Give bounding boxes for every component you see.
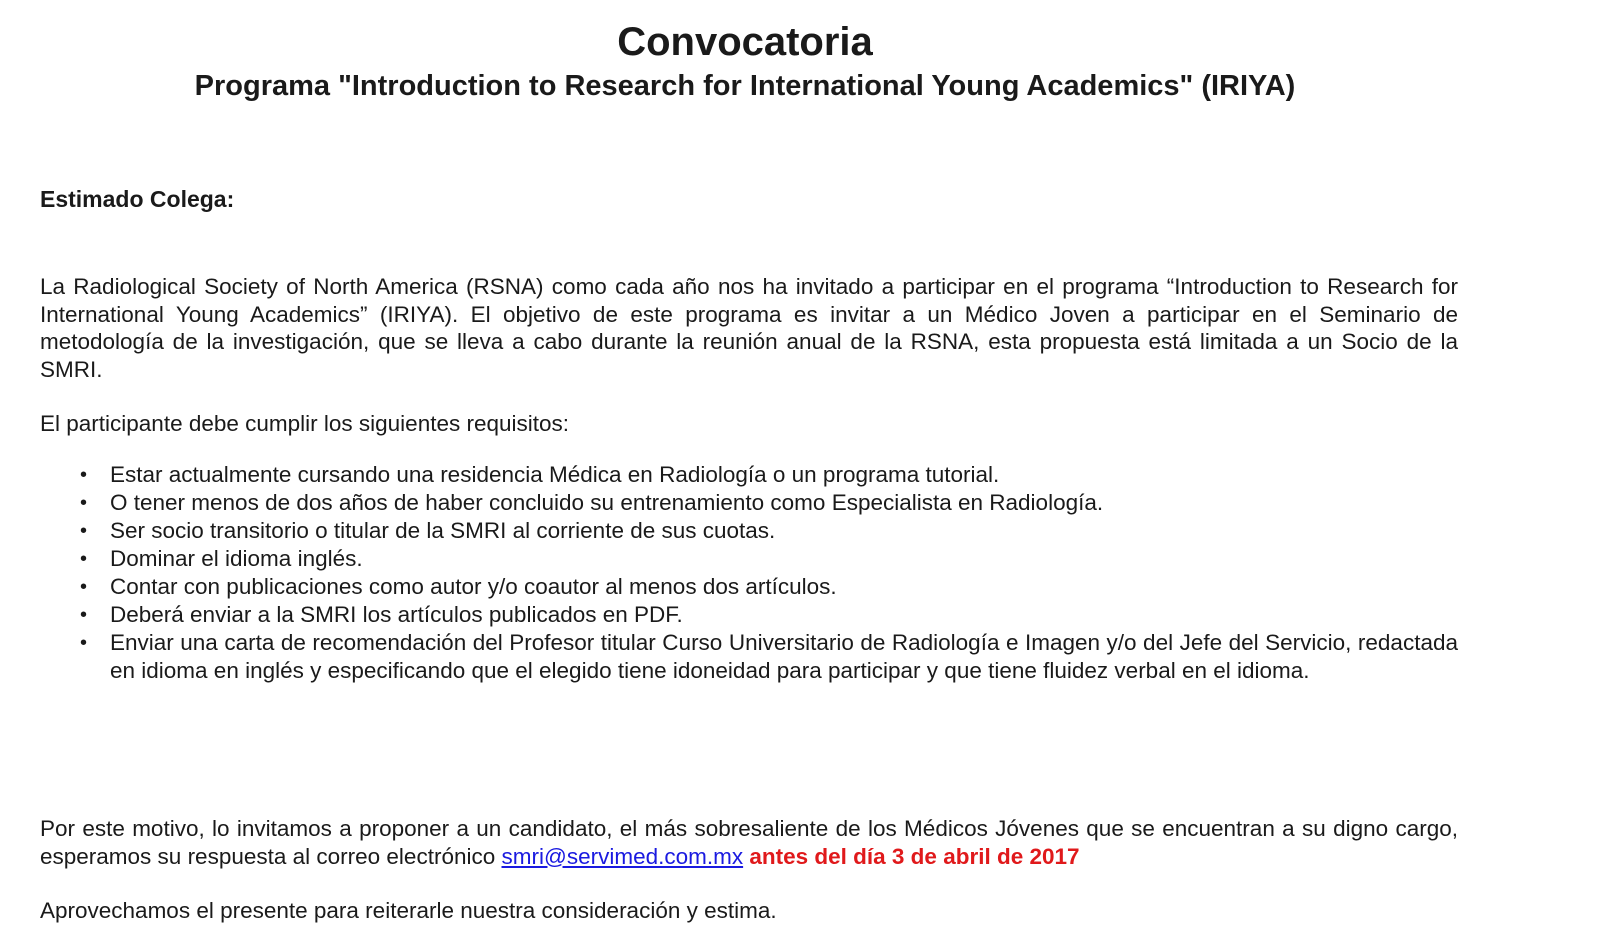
document-title: Convocatoria: [617, 20, 873, 64]
deadline-text: antes del día 3 de abril de 2017: [749, 843, 1080, 869]
list-item: [40, 629, 1458, 685]
bullet-icon: •: [80, 604, 88, 626]
list-item: [40, 461, 1458, 489]
requirement-text: Deberá enviar a la SMRI los artículos publicados en PDF.: [110, 602, 683, 627]
bullet-icon: •: [80, 464, 88, 486]
bullet-icon: •: [80, 520, 88, 542]
bullet-icon: •: [80, 576, 88, 598]
requirement-text: O tener menos de dos años de haber concluido su entrenamiento como Especialista en Radiología.: [110, 490, 1104, 515]
list-item: [40, 601, 1458, 629]
list-item: [40, 545, 1458, 573]
greeting: Estimado Colega:: [40, 186, 235, 212]
requirements-list: [40, 461, 1458, 685]
bullet-icon: •: [80, 632, 88, 654]
requirement-text: Ser socio transitorio o titular de la SMRI al corriente de sus cuotas.: [110, 518, 776, 543]
requirement-text: Estar actualmente cursando una residencia Médica en Radiología o un programa tutorial.: [110, 462, 1000, 487]
list-item: [40, 489, 1458, 517]
bullet-icon: •: [80, 492, 88, 514]
bullet-icon: •: [80, 548, 88, 570]
requirement-text: Enviar una carta de recomendación del Profesor titular Curso Universitario de Radiología e Imagen y/o del Jefe del Servicio, redactada en idioma en inglés y especificando que el elegido tiene idoneidad para participar y que tiene fluidez verbal en el idioma.: [110, 630, 1458, 683]
requirement-text: Dominar el idioma inglés.: [110, 546, 363, 571]
farewell-paragraph: Aprovechamos el presente para reiterarle nuestra consideración y estima.: [40, 898, 777, 923]
intro-paragraph: La Radiological Society of North America (RSNA) como cada año nos ha invitado a participar en el programa “Introduction to Research for International Young Academics” (IRIYA). El objetivo de este programa es invitar a un Médico Joven a participar en el Seminario de metodología de la investigación, que se lleva a cabo durante la reunión anual de la RSNA, esta propuesta está limitada a un Socio de la SMRI.: [40, 274, 1458, 382]
list-item: [40, 517, 1458, 545]
closing-paragraph: [40, 815, 1458, 870]
email-link[interactable]: smri@servimed.com.mx: [501, 843, 744, 869]
closing-text: Por este motivo, lo invitamos a proponer a un candidato, el más sobresaliente de los Médicos Jóvenes que se encuentran a su digno cargo, esperamos su respuesta al correo electrónico: [40, 816, 1458, 869]
document-subtitle: Programa "Introduction to Research for International Young Academics" (IRIYA): [194, 70, 1296, 102]
list-item: [40, 573, 1458, 601]
requirements-intro: El participante debe cumplir los siguientes requisitos:: [40, 411, 570, 436]
requirement-text: Contar con publicaciones como autor y/o coautor al menos dos artículos.: [110, 574, 837, 599]
